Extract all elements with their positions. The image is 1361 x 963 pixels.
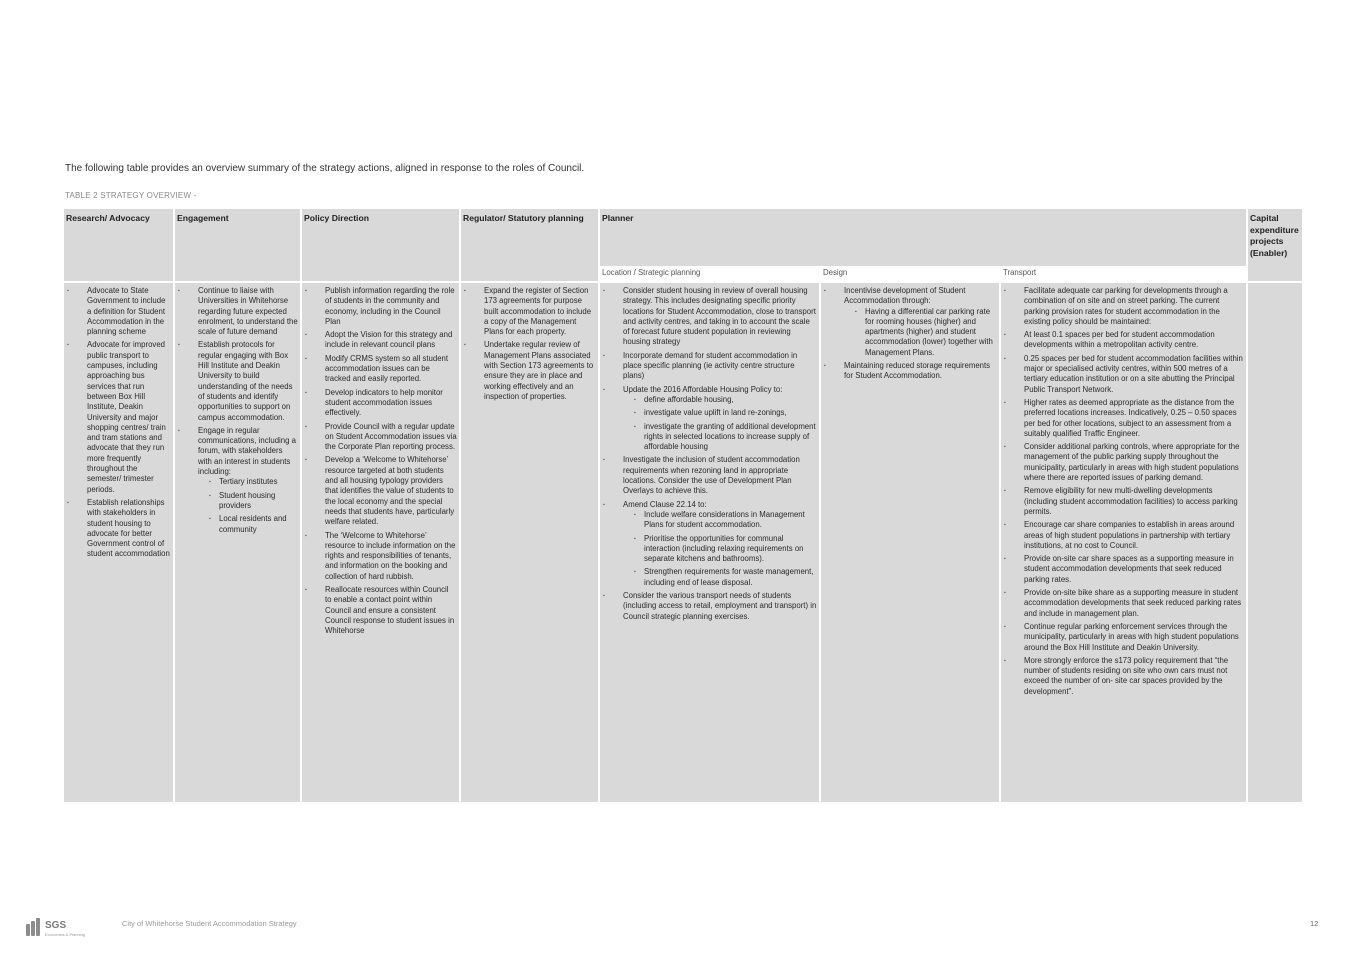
sub-list-item: ▪ Prioritise the opportunities for communal interaction (including relaxing requirements on separate kitchens and bathrooms). <box>623 534 817 565</box>
policy-list <box>304 286 457 637</box>
sub-list-item: ▪ Local residents and community <box>198 514 298 535</box>
list-item: ▪ Establish relationships with stakeholders in student housing to advocate for better Government control of student accommodation <box>66 498 171 560</box>
col-header-planner: Planner <box>599 209 1247 266</box>
design-list <box>823 286 997 382</box>
list-item: ▪ Reallocate resources within Council to enable a contact point within Council and ensure a consistent Council response to student issues in Whitehorse <box>304 585 457 636</box>
cell-transport <box>1000 283 1247 802</box>
list-item: ▪ Expand the register of Section 173 agreements for purpose built accommodation to include a copy of the Management Plans for each property. <box>463 286 596 337</box>
list-item: ▪ Modify CRMS system so all student accommodation issues can be tracked and easily reported. <box>304 354 457 385</box>
research-list <box>66 286 171 560</box>
location-sublist-2 <box>623 510 817 588</box>
list-item-text: Amend Clause 22.14 to: <box>623 499 707 509</box>
cell-regulator <box>460 283 599 802</box>
list-item-text: Engage in regular communications, including a forum, with stakeholders with an interest in students including: <box>198 425 296 477</box>
location-list <box>602 286 817 622</box>
cell-location <box>599 283 820 802</box>
list-item: ▪ Advocate to State Government to include a definition for Student Accommodation in the planning scheme <box>66 286 171 337</box>
list-item <box>602 385 817 453</box>
list-item: ▪ Adopt the Vision for this strategy and include in relevant council plans <box>304 330 457 351</box>
list-item: ▪ More strongly enforce the s173 policy requirement that “the number of students residing on site who own cars must not exceed the number of on- site car spaces provided by the development”. <box>1003 656 1244 697</box>
col-header-capital: Capital expenditure projects (Enabler) <box>1247 209 1303 266</box>
subheader-row <box>63 266 1303 281</box>
page-number: 12 <box>1310 919 1319 928</box>
list-item <box>177 426 298 535</box>
list-item-text: Update the 2016 Affordable Housing Policy to: <box>623 384 783 394</box>
cell-policy <box>301 283 460 802</box>
list-item: ▪ 0.25 spaces per bed for student accommodation facilities within major or specialised activity centres, within 500 metres of a tertiary education institution or on a site abutting the Principal Public Transport Network. <box>1003 354 1244 395</box>
transport-list <box>1003 286 1244 697</box>
list-item-text: Incentivise development of Student Accommodation through: <box>844 286 966 306</box>
engagement-sublist <box>198 477 298 534</box>
list-item: ▪ Develop a ‘Welcome to Whitehorse’ resource targeted at both students and all housing typology providers that identifies the value of students to the local economy and the special needs that students have, particularly welfare related. <box>304 455 457 527</box>
sub-list-item: ▪ Include welfare considerations in Management Plans for student accommodation. <box>623 510 817 531</box>
intro-text: The following table provides an overview summary of the strategy actions, aligned in response to the roles of Council. <box>65 163 585 174</box>
list-item: ▪ Advocate for improved public transport to campuses, including approaching bus services that run between Box Hill Institute, Deakin University and major shopping centres/ train and tram stations and advocate that they run more frequently throughout the semester/ trimester periods. <box>66 340 171 494</box>
list-item: ▪ Undertake regular review of Management Plans associated with Section 173 agreements to ensure they are in place and working effectively and an inspection of properties. <box>463 340 596 402</box>
sub-list-item: ▪ Tertiary institutes <box>198 477 298 487</box>
list-item: ▪ Higher rates as deemed appropriate as the distance from the preferred locations increases. Indicatively, 0.25 – 0.50 spaces per bed for other locations, subject to an assessment from a suitably qualified Traffic Engineer. <box>1003 398 1244 439</box>
regulator-list <box>463 286 596 402</box>
list-item: ▪ Develop indicators to help monitor student accommodation issues effectively. <box>304 388 457 419</box>
header-row <box>63 209 1303 266</box>
list-item: ▪ At least 0.1 spaces per bed for student accommodation developments within a metropolitan activity centre. <box>1003 330 1244 351</box>
cell-design <box>820 283 1000 802</box>
list-item: ▪ Incorporate demand for student accommodation in place specific planning (ie activity centre structure plans) <box>602 351 817 382</box>
list-item: ▪ Consider the various transport needs of students (including access to retail, employment and transport) in Council strategic planning exercises. <box>602 591 817 622</box>
list-item: ▪ The ‘Welcome to Whitehorse’ resource to include information on the rights and responsibilities of tenants, and information on the booking and collection of hard rubbish. <box>304 531 457 582</box>
sub-list-item: ▪ Having a differential car parking rate for rooming houses (higher) and apartments (higher) and student accommodation (lower) together with Management Plans. <box>844 307 997 358</box>
sub-list-item: ▪ define affordable housing, <box>623 395 817 405</box>
list-item: ▪ Continue to liaise with Universities in Whitehorse regarding future expected enrolment, to understand the scale of future demand <box>177 286 298 337</box>
list-item: ▪ Provide Council with a regular update on Student Accommodation issues via the Corporate Plan reporting process. <box>304 422 457 453</box>
sgs-logo <box>25 918 86 938</box>
list-item: ▪ Consider additional parking controls, where appropriate for the management of the public parking supply throughout the municipality, particularly in areas with high student populations where there are reported issues of parking demand. <box>1003 442 1244 483</box>
cell-capital <box>1247 283 1303 802</box>
list-item: ▪ Continue regular parking enforcement services through the municipality, particularly in areas with high student populations around the Box Hill Institute and Deakin University. <box>1003 622 1244 653</box>
list-item: ▪ Establish protocols for regular engaging with Box Hill Institute and Deakin University to build understanding of the needs of students and identify opportunities to support on campus accommodation. <box>177 340 298 422</box>
list-item: ▪ Investigate the inclusion of student accommodation requirements when rezoning land in appropriate locations. Consider the use of Development Plan Overlays to achieve this. <box>602 455 817 496</box>
list-item: ▪ Facilitate adequate car parking for developments through a combination of on site and on street parking. The current parking provision rates for student accommodation in the existing policy should be maintained: <box>1003 286 1244 327</box>
content-row <box>63 283 1303 802</box>
list-item <box>602 500 817 588</box>
location-sublist-1 <box>623 395 817 452</box>
sub-list-item: ▪ Strengthen requirements for waste management, including end of lease disposal. <box>623 567 817 588</box>
list-item: ▪ Remove eligibility for new multi-dwelling developments (including student accommodation facilities) to access parking permits. <box>1003 486 1244 517</box>
table-caption: TABLE 2 STRATEGY OVERVIEW - <box>65 191 197 200</box>
list-item: ▪ Encourage car share companies to establish in areas around areas of high student populations in partnership with tertiary institutions, at no cost to Council. <box>1003 520 1244 551</box>
list-item: ▪ Consider student housing in review of overall housing strategy. This includes designating specific priority locations for Student Accommodation, close to transport and activity centres, and taking in to account the scale of forecast future student population in reviewing housing strategy <box>602 286 817 348</box>
engagement-list <box>177 286 298 535</box>
sub-list-item: ▪ investigate the granting of additional development rights in selected locations to increase supply of affordable housing <box>623 422 817 453</box>
logo-text: SGS <box>45 920 67 931</box>
strategy-overview-table <box>62 209 1304 802</box>
list-item: ▪ Maintaining reduced storage requirements for Student Accommodation. <box>823 361 997 382</box>
cell-engagement <box>174 283 301 802</box>
col-header-policy: Policy Direction <box>301 209 460 266</box>
col-header-regulator: Regulator/ Statutory planning <box>460 209 599 266</box>
footer-document-title: City of Whitehorse Student Accommodation Strategy <box>122 919 297 928</box>
sub-list-item: ▪ investigate value uplift in land re-zonings, <box>623 408 817 418</box>
col-header-engagement: Engagement <box>174 209 301 266</box>
col-header-research: Research/ Advocacy <box>63 209 174 266</box>
list-item <box>823 286 997 358</box>
list-item: ▪ Provide on-site car share spaces as a supporting measure in student accommodation developments that seek reduced parking rates. <box>1003 554 1244 585</box>
design-sublist <box>844 307 997 358</box>
list-item: ▪ Provide on-site bike share as a supporting measure in student accommodation developments that seek reduced parking rates and include in management plan. <box>1003 588 1244 619</box>
logo-subtext: Economics & Planning <box>45 932 86 937</box>
subheader-transport: Transport <box>1000 266 1247 281</box>
subheader-location: Location / Strategic planning <box>599 266 820 281</box>
sub-list-item: ▪ Student housing providers <box>198 491 298 512</box>
subheader-design: Design <box>820 266 1000 281</box>
cell-research <box>63 283 174 802</box>
list-item: ▪ Publish information regarding the role of students in the community and economy, including in the Council Plan <box>304 286 457 327</box>
